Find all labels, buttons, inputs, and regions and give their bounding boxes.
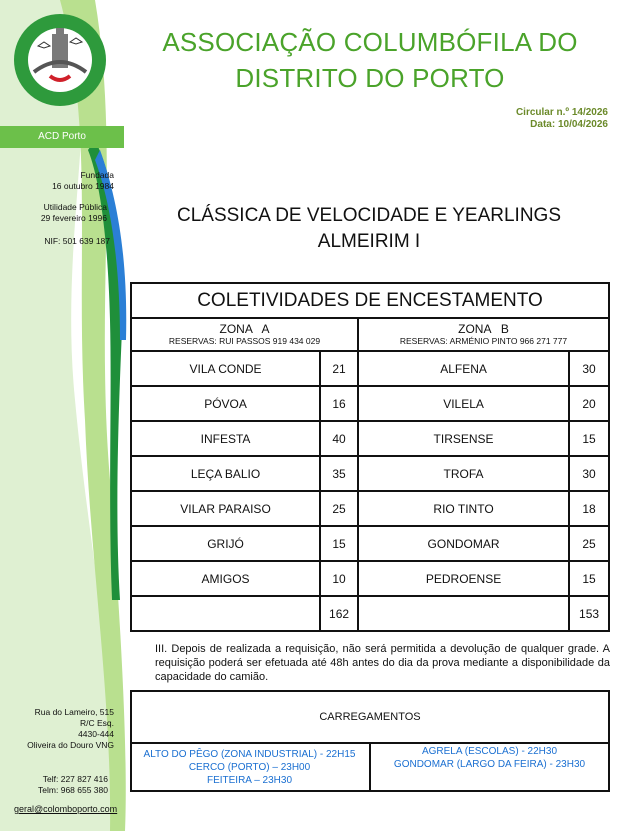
table-row [131, 351, 609, 386]
zone-b-total-label [358, 596, 569, 631]
club-name: INFESTA [131, 421, 320, 456]
club-name: LEÇA BALIO [131, 456, 320, 491]
public-utility-block [10, 202, 107, 224]
table-row [131, 526, 609, 561]
loading-point: CERCO (PORTO) – 23H00 [188, 762, 311, 773]
loading-point: GONDOMAR (LARGO DA FEIRA) - 23H30 [393, 759, 586, 770]
document-title [130, 203, 608, 255]
club-count: 25 [569, 526, 609, 561]
club-name: RIO TINTO [358, 491, 569, 526]
zone-a-reserve: RESERVAS: RUI PASSOS 919 434 029 [168, 335, 321, 346]
basketing-table [130, 282, 610, 632]
document-title-line-1: CLÁSSICA DE VELOCIDADE E YEARLINGS [176, 205, 561, 226]
club-count: 30 [569, 351, 609, 386]
club-count: 25 [320, 491, 358, 526]
address-line: Oliveira do Douro VNG [27, 740, 114, 750]
zone-a-name: ZONA A [219, 321, 270, 336]
club-count: 21 [320, 351, 358, 386]
founded-date: 16 outubro 1984 [52, 181, 114, 191]
nif: NIF: 501 639 187 [44, 236, 110, 246]
mobile: Telm: 968 655 380 [38, 785, 108, 795]
zone-a-total: 162 [320, 596, 358, 631]
club-name: VILAR PARAISO [131, 491, 320, 526]
loading-title: CARREGAMENTOS [132, 692, 608, 744]
acd-porto-badge: ACD Porto [0, 126, 124, 148]
club-name: VILA CONDE [131, 351, 320, 386]
totals-row [131, 596, 609, 631]
loading-point: AGRELA (ESCOLAS) - 22H30 [421, 746, 558, 757]
zone-b-reserve: RESERVAS: ARMÉNIO PINTO 966 271 777 [399, 335, 568, 346]
phone: Telf: 227 827 416 [42, 774, 108, 784]
club-name: TIRSENSE [358, 421, 569, 456]
loading-point: ALTO DO PÊGO (ZONA INDUSTRIAL) - 22H15 [143, 749, 356, 760]
circular-number: Circular n.º 14/2026 [515, 107, 608, 118]
loading-left-list [132, 744, 367, 790]
founded-label: Fundada [80, 170, 114, 180]
club-name: GRIJÓ [131, 526, 320, 561]
club-count: 15 [320, 526, 358, 561]
contact-block [10, 774, 108, 796]
club-name: PEDROENSE [358, 561, 569, 596]
club-count: 20 [569, 386, 609, 421]
club-count: 16 [320, 386, 358, 421]
address-line: 4430-444 [78, 729, 114, 739]
address-line: Rua do Lameiro, 515 [34, 707, 114, 717]
zone-b-name: ZONA B [458, 321, 509, 336]
address-line: R/C Esq. [79, 718, 114, 728]
loading-point: FEITEIRA – 23H30 [206, 775, 293, 786]
circular-date: Data: 10/04/2026 [530, 119, 608, 130]
club-count: 15 [569, 561, 609, 596]
club-name: TROFA [358, 456, 569, 491]
table-row [131, 491, 609, 526]
club-count: 40 [320, 421, 358, 456]
loading-box [130, 690, 610, 792]
club-count: 10 [320, 561, 358, 596]
club-count: 35 [320, 456, 358, 491]
zone-b-header [358, 318, 609, 351]
zone-b-total: 153 [569, 596, 609, 631]
club-count: 30 [569, 456, 609, 491]
club-name: ALFENA [358, 351, 569, 386]
public-utility-date: 29 fevereiro 1996 [40, 213, 107, 223]
address-block [10, 707, 114, 751]
zone-a-header [131, 318, 358, 351]
table-row [131, 456, 609, 491]
circular-info [516, 107, 608, 131]
club-count: 15 [569, 421, 609, 456]
club-count: 18 [569, 491, 609, 526]
title-line-1: ASSOCIAÇÃO COLUMBÓFILA DO [162, 27, 578, 57]
public-utility-label: Utilidade Pública [43, 202, 107, 212]
table-row [131, 421, 609, 456]
table-row [131, 561, 609, 596]
club-name: PÓVOA [131, 386, 320, 421]
association-logo [12, 12, 108, 108]
zone-a-total-label [131, 596, 320, 631]
table-row [131, 386, 609, 421]
email-link[interactable]: geral@colomboporto.com [14, 804, 118, 814]
founded-block [10, 170, 114, 192]
table-heading: COLETIVIDADES DE ENCESTAMENTO [131, 283, 609, 318]
title-line-2: DISTRITO DO PORTO [235, 63, 505, 93]
loading-right-list [369, 744, 608, 790]
association-title [150, 24, 590, 96]
notice-paragraph: III. Depois de realizada a requisição, não será permitida a devolução de qualquer grade. A requisição poderá ser efetuada até 48h antes do dia da prova mediante a disponibilidade da capacidade do camião. [155, 643, 610, 683]
document-title-line-2: ALMEIRIM I [317, 231, 421, 252]
club-name: GONDOMAR [358, 526, 569, 561]
club-name: VILELA [358, 386, 569, 421]
club-name: AMIGOS [131, 561, 320, 596]
